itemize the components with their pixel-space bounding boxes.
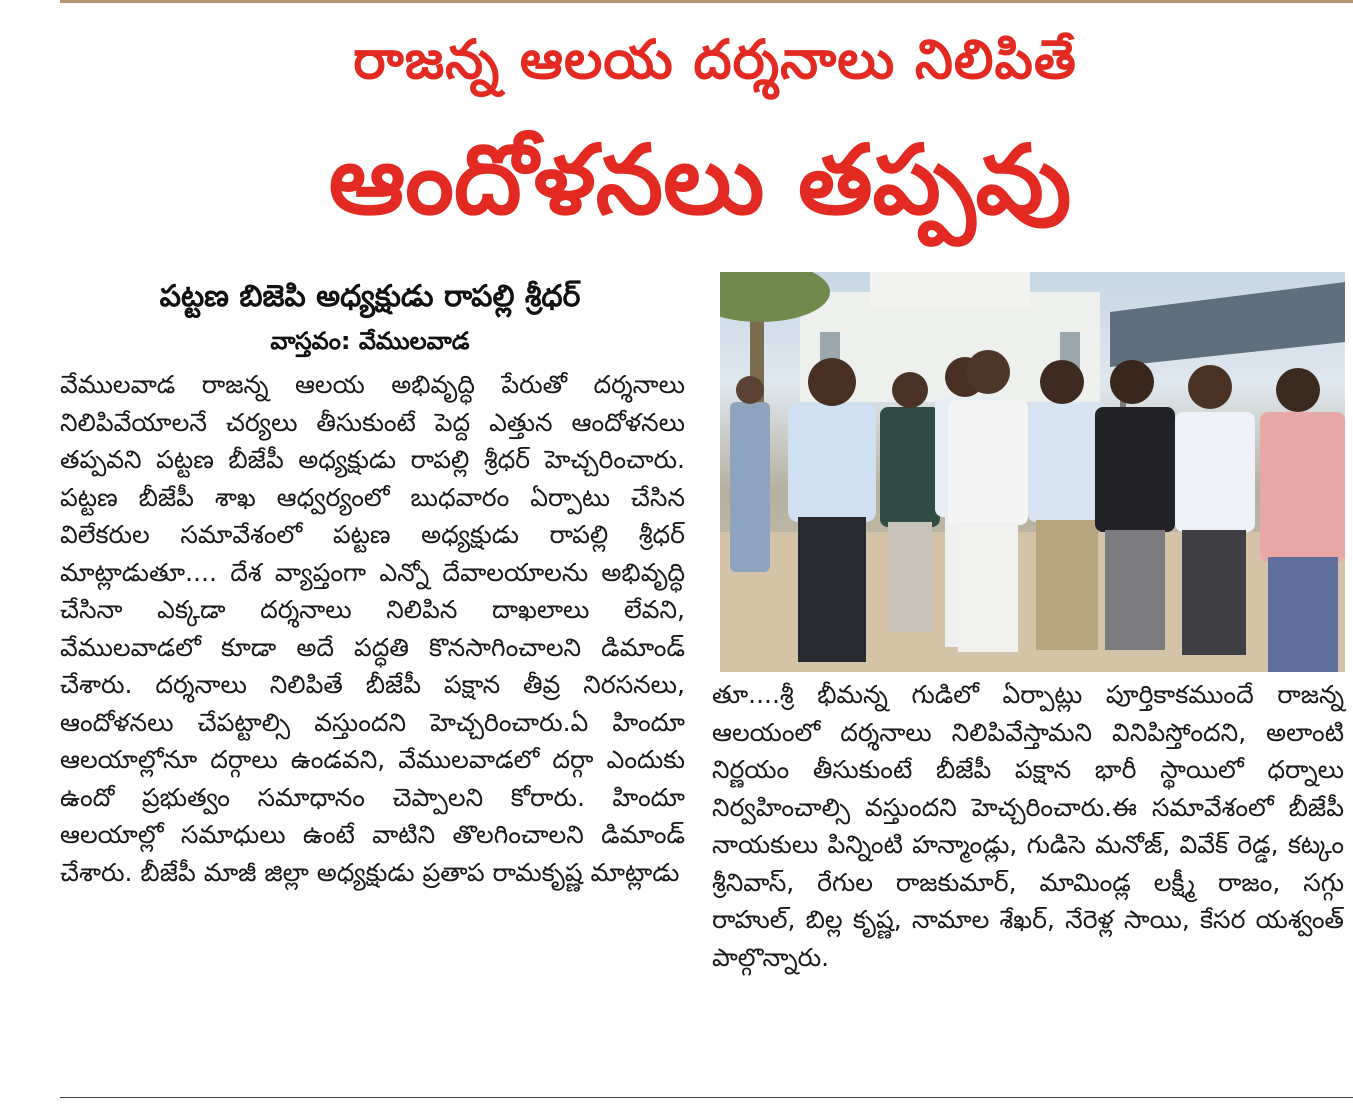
subheadline: పట్టణ బిజెపి అధ్యక్షుడు రాపల్లి శ్రీధర్ [159,279,581,314]
article-body-left-column [60,366,685,891]
article-body-left: వేములవాడ రాజన్న ఆలయ అభివృద్ధి పేరుతో దర్శనాలు నిలిపివేయాలనే చర్యలు తీసుకుంటే పెద్ద ఎత్తున ఆందోళనలు తప్పవని పట్టణ బీజేపీ అధ్యక్షుడు రాపల్లి శ్రీధర్ హెచ్చరించారు. పట్టణ బీజేపీ శాఖ ఆధ్వర్యంలో బుధవారం ఏర్పాటు చేసిన విలేకరుల సమావేశంలో పట్టణ అధ్యక్షుడు రాపల్లి శ్రీధర్ మాట్లాడుతూ.... దేశ వ్యాప్తంగా ఎన్నో దేవాలయాలను అభివృద్ధి చేసినా ఎక్కడా దర్శనాలు నిలిపిన దాఖలాలు లేవని, వేములవాడలో కూడా అదే పద్ధతి కొనసాగించాలని డిమాండ్ చేశారు. దర్శనాలు నిలిపితే బీజేపీ పక్షాన తీవ్ర నిరసనలు, ఆందోళనలు చేపట్టాల్సి వస్తుందని హెచ్చరించారు.ఏ హిందూ ఆలయాల్లోనూ దర్గాలు ఉండవని, వేములవాడలో దర్గా ఎందుకు ఉందో ప్రభుత్వం సమాధానం చెప్పాలని కోరారు. హిందూ ఆలయాల్లో సమాధులు ఉంటే వాటిని తొలగించాలని డిమాండ్ చేశారు. బీజేపీ మాజీ జిల్లా అధ్యక్షుడు ప్రతాప రామకృష్ణ మాట్లాడు [60,370,685,887]
news-photo [720,272,1345,672]
headline-kicker: రాజన్న ఆలయ దర్శనాలు నిలిపితే [353,28,1077,91]
top-rule [60,0,1353,3]
article-body-right: తూ....శ్రీ భీమన్న గుడిలో ఏర్పాట్లు పూర్తికాకముందే రాజన్న ఆలయంలో దర్శనాలు నిలిపివేస్తామని వినిపిస్తోందని, అలాంటి నిర్ణయం తీసుకుంటే బీజేపీ పక్షాన భారీ స్థాయిలో ధర్నాలు నిర్వహించాల్సి వస్తుందని హెచ్చరించారు.ఈ సమావేశంలో బీజేపీ నాయకులు పిన్నింటి హన్మాండ్లు, గుడిసె మనోజ్, వివేక్ రెడ్డ, కట్కం శ్రీనివాస్, రేగుల రాజకుమార్, మామిండ్ల లక్ష్మీ రాజం, సగ్గు రాహుల్, బిల్ల కృష్ణ, నామాల శేఖర్, నేరెళ్ల సాయి, కేసర యశ్వంత్ పాల్గొన్నారు. [712,680,1344,972]
dateline: వాస్తవం: వేములవాడ [270,327,470,355]
group-photo-illustration [720,272,1345,672]
headline-main: ఆందోళనలు తప్పవు [328,124,1072,236]
bottom-rule [60,1097,1353,1098]
article-body-right-column [712,676,1344,976]
